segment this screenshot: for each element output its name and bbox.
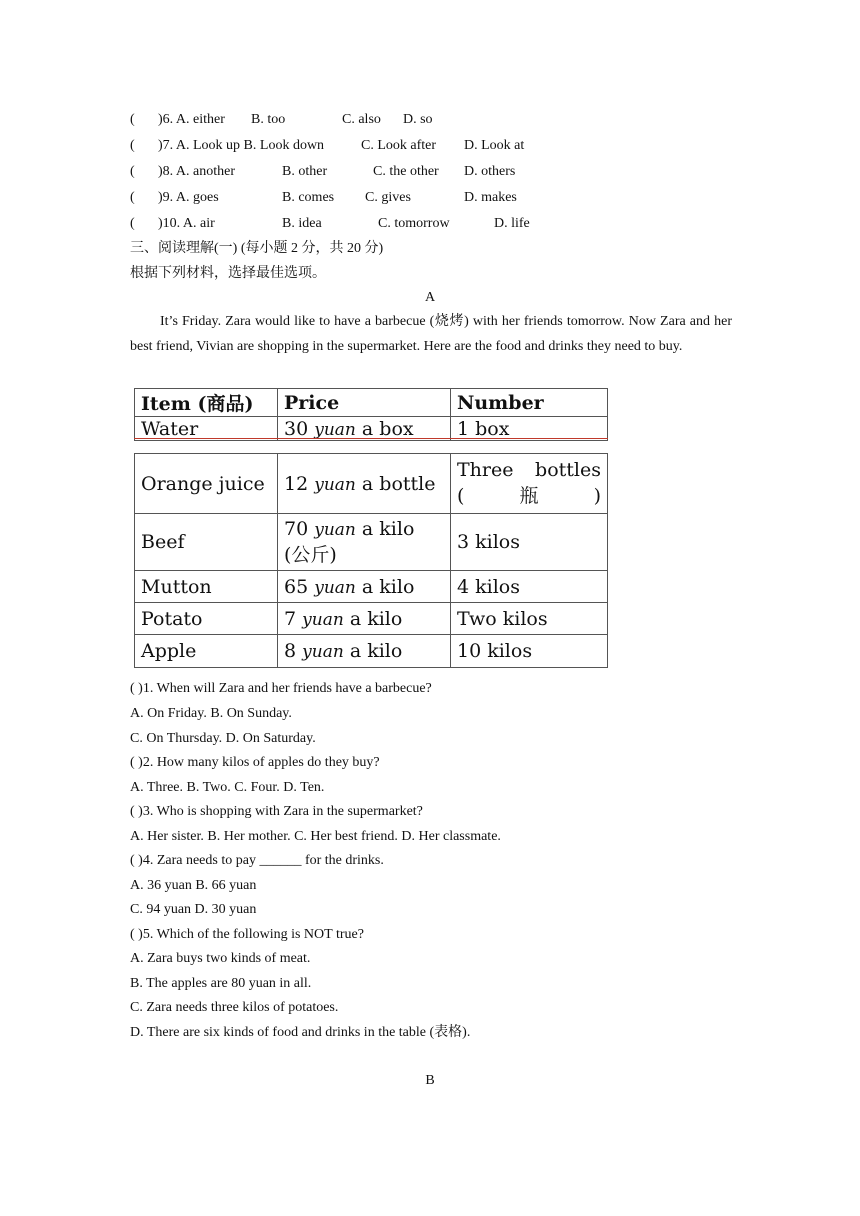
reading-options: A. Her sister. B. Her mother. C. Her best friend. D. Her classmate. <box>130 829 501 844</box>
reading-question-4: ( )4. Zara needs to pay ______ for the drinks. <box>130 853 384 868</box>
answer-paren: ( <box>130 112 135 127</box>
number-cell: 3 kilos <box>451 514 608 571</box>
number-cell: Three bottles (瓶) <box>451 454 608 514</box>
option-c: C. Look after <box>361 138 437 153</box>
option-c: C. the other <box>373 164 439 179</box>
option-d: D. so <box>403 112 433 127</box>
cloze-stem: )9. A. goes <box>158 190 219 205</box>
option-d: D. Look at <box>464 138 525 153</box>
price-table-bottom <box>134 453 608 668</box>
reading-option: D. There are six kinds of food and drinks in the table (表格). <box>130 1025 471 1040</box>
number-cell: 10 kilos <box>451 635 608 668</box>
price-cell: 70 yuan a kilo (公斤) <box>278 514 451 571</box>
reading-question-1: ( )1. When will Zara and her friends have a barbecue? <box>130 681 432 696</box>
answer-paren: ( <box>130 164 135 179</box>
cloze-stem: )7. A. Look up B. Look down <box>158 138 325 153</box>
header-item: Item (商品) <box>135 389 278 417</box>
table-row <box>135 514 608 571</box>
reading-option: A. Zara buys two kinds of meat. <box>130 951 311 966</box>
passage-a-text: It’s Friday. Zara would like to have a barbecue (烧烤) with her friends tomorrow. Now Zara and her best friend, Vivian are shopping in the supermarket. Here are the food and drinks they need to buy. <box>130 314 732 354</box>
answer-paren: ( <box>130 190 135 205</box>
red-divider-line <box>134 438 608 439</box>
option-d: D. makes <box>464 190 517 205</box>
number-cell: Two kilos <box>451 603 608 635</box>
item-cell: Beef <box>135 514 278 571</box>
item-cell: Potato <box>135 603 278 635</box>
option-c: C. tomorrow <box>378 216 450 231</box>
answer-paren: ( <box>130 138 135 153</box>
reading-question-3: ( )3. Who is shopping with Zara in the supermarket? <box>130 804 423 819</box>
reading-option: B. The apples are 80 yuan in all. <box>130 976 312 991</box>
header-number: Number <box>451 389 608 417</box>
price-cell: 30 yuan a box <box>278 417 451 441</box>
section-instruction: 根据下列材料，选择最佳选项。 <box>130 266 326 281</box>
item-cell: Apple <box>135 635 278 668</box>
answer-paren: ( <box>130 216 135 231</box>
reading-options: C. 94 yuan D. 30 yuan <box>130 902 257 917</box>
section-title: 三、阅读理解(一) (每小题 2 分，共 20 分) <box>130 241 384 256</box>
table-row <box>135 571 608 603</box>
passage-a-label: A <box>424 290 436 305</box>
option-c: C. also <box>342 112 381 127</box>
option-d: D. life <box>494 216 530 231</box>
price-table-top <box>134 388 608 441</box>
number-cell: 1 box <box>451 417 608 441</box>
option-d: D. others <box>464 164 516 179</box>
reading-options: A. 36 yuan B. 66 yuan <box>130 878 257 893</box>
reading-question-5: ( )5. Which of the following is NOT true? <box>130 927 364 942</box>
cloze-stem: )8. A. another <box>158 164 235 179</box>
price-cell: 8 yuan a kilo <box>278 635 451 668</box>
table-row <box>135 417 608 441</box>
price-cell: 12 yuan a bottle <box>278 454 451 514</box>
cloze-stem: )10. A. air <box>158 216 215 231</box>
price-cell: 65 yuan a kilo <box>278 571 451 603</box>
number-cell: 4 kilos <box>451 571 608 603</box>
option-b: B. comes <box>282 190 335 205</box>
item-cell: Mutton <box>135 571 278 603</box>
cloze-stem: )6. A. either <box>158 112 225 127</box>
table-row <box>135 635 608 668</box>
reading-options: A. Three. B. Two. C. Four. D. Ten. <box>130 780 325 795</box>
item-cell: Water <box>135 417 278 441</box>
passage-b-label: B <box>425 1073 435 1088</box>
reading-options: A. On Friday. B. On Sunday. <box>130 706 292 721</box>
table-row <box>135 603 608 635</box>
option-b: B. idea <box>282 216 322 231</box>
option-b: B. other <box>282 164 328 179</box>
table-header-row <box>135 389 608 417</box>
table-row <box>135 454 608 514</box>
item-cell: Orange juice <box>135 454 278 514</box>
header-price: Price <box>278 389 451 417</box>
option-b: B. too <box>251 112 286 127</box>
reading-options: C. On Thursday. D. On Saturday. <box>130 731 316 746</box>
option-c: C. gives <box>365 190 411 205</box>
reading-question-2: ( )2. How many kilos of apples do they buy? <box>130 755 380 770</box>
reading-option: C. Zara needs three kilos of potatoes. <box>130 1000 339 1015</box>
price-cell: 7 yuan a kilo <box>278 603 451 635</box>
